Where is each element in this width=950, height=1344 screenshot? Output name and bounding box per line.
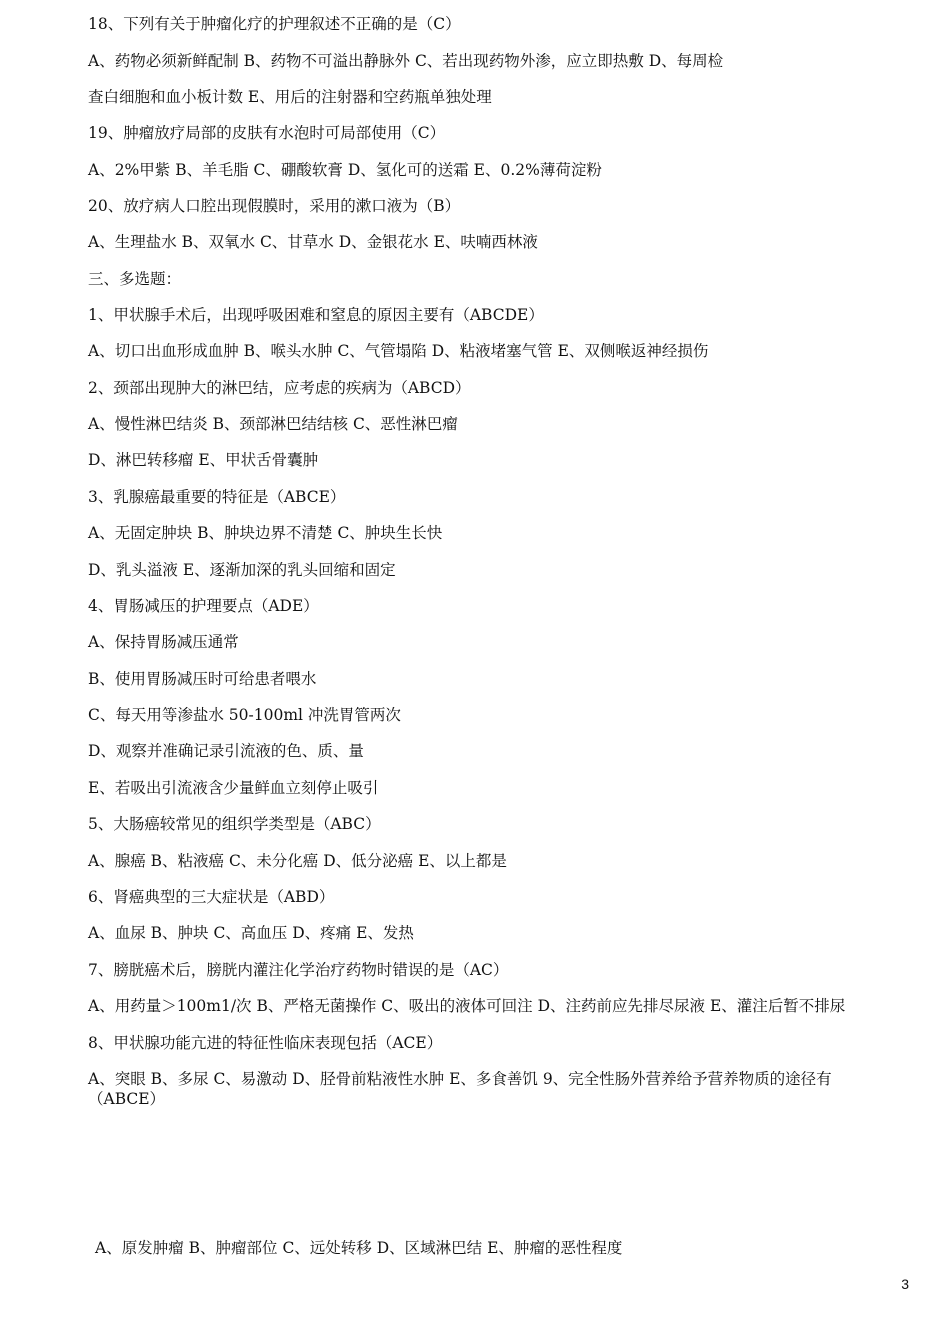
- mc-question-2: 2、颈部出现肿大的淋巴结，应考虑的疾病为（ABCD）: [88, 379, 471, 397]
- mc-question-4-option-d: D、观察并准确记录引流液的色、质、量: [88, 742, 364, 760]
- mc-question-4-option-b: B、使用胃肠减压时可给患者喂水: [88, 670, 317, 688]
- question-18-options-cont: 查白细胞和血小板计数 E、用后的注射器和空药瓶单独处理: [88, 88, 492, 106]
- mc-question-1: 1、甲状腺手术后，出现呼吸困难和窒息的原因主要有（ABCDE）: [88, 306, 544, 324]
- question-19-options: A、2%甲紫 B、羊毛脂 C、硼酸软膏 D、氢化可的送霜 E、0.2%薄荷淀粉: [88, 161, 602, 179]
- mc-question-options: A、原发肿瘤 B、肿瘤部位 C、远处转移 D、区域淋巴结 E、肿瘤的恶性程度: [95, 1239, 623, 1257]
- mc-question-7: 7、膀胱癌术后，膀胱内灌注化学治疗药物时错误的是（AC）: [88, 961, 509, 979]
- mc-question-3-options: A、无固定肿块 B、肿块边界不清楚 C、肿块生长快: [88, 524, 443, 542]
- mc-question-2-options-cont: D、淋巴转移瘤 E、甲状舌骨囊肿: [88, 451, 319, 469]
- section-heading: 三、多选题：: [88, 270, 182, 288]
- mc-question-4-option-a: A、保持胃肠减压通常: [88, 633, 239, 651]
- mc-question-5: 5、大肠癌较常见的组织学类型是（ABC）: [88, 815, 381, 833]
- question-19: 19、肿瘤放疗局部的皮肤有水泡时可局部使用（C）: [88, 124, 446, 142]
- question-18-options: A、药物必须新鲜配制 B、药物不可溢出静脉外 C、若出现药物外渗，应立即热敷 D、每周检: [88, 52, 724, 70]
- mc-question-6-options: A、血尿 B、肿块 C、高血压 D、疼痛 E、发热: [88, 924, 414, 942]
- mc-question-6: 6、肾癌典型的三大症状是（ABD）: [88, 888, 335, 906]
- mc-question-1-options: A、切口出血形成血肿 B、喉头水肿 C、气管塌陷 D、粘液堵塞气管 E、双侧喉返神经损伤: [88, 342, 709, 360]
- mc-question-7-options: A、用药量＞100m1/次 B、严格无菌操作 C、吸出的液体可回注 D、注药前应先排尽尿液 E、灌注后暂不排尿: [88, 997, 846, 1015]
- mc-question-8: 8、甲状腺功能亢进的特征性临床表现包括（ACE）: [88, 1034, 443, 1052]
- mc-question-8-options-and-question-9: A、突眼 B、多尿 C、易激动 D、胫骨前粘液性水肿 E、多食善饥 9、完全性肠外营养给予营养物质的途径有（ABCE）: [88, 1070, 832, 1108]
- mc-question-5-options: A、腺癌 B、粘液癌 C、未分化癌 D、低分泌癌 E、以上都是: [88, 852, 507, 870]
- mc-question-4-option-e: E、若吸出引流液含少量鲜血立刻停止吸引: [88, 779, 379, 797]
- question-20: 20、放疗病人口腔出现假膜时，采用的漱口液为（B）: [88, 197, 461, 215]
- question-18: 18、下列有关于肿瘤化疗的护理叙述不正确的是（C）: [88, 15, 461, 33]
- mc-question-4: 4、胃肠减压的护理要点（ADE）: [88, 597, 319, 615]
- mc-question-4-option-c: C、每天用等渗盐水 50-100ml 冲洗胃管两次: [88, 706, 401, 724]
- mc-question-2-options: A、慢性淋巴结炎 B、颈部淋巴结结核 C、恶性淋巴瘤: [88, 415, 458, 433]
- mc-question-3-options-cont: D、乳头溢液 E、逐渐加深的乳头回缩和固定: [88, 561, 396, 579]
- question-20-options: A、生理盐水 B、双氧水 C、甘草水 D、金银花水 E、呋喃西林液: [88, 233, 538, 251]
- page-number: 3: [901, 1276, 909, 1292]
- mc-question-3: 3、乳腺癌最重要的特征是（ABCE）: [88, 488, 346, 506]
